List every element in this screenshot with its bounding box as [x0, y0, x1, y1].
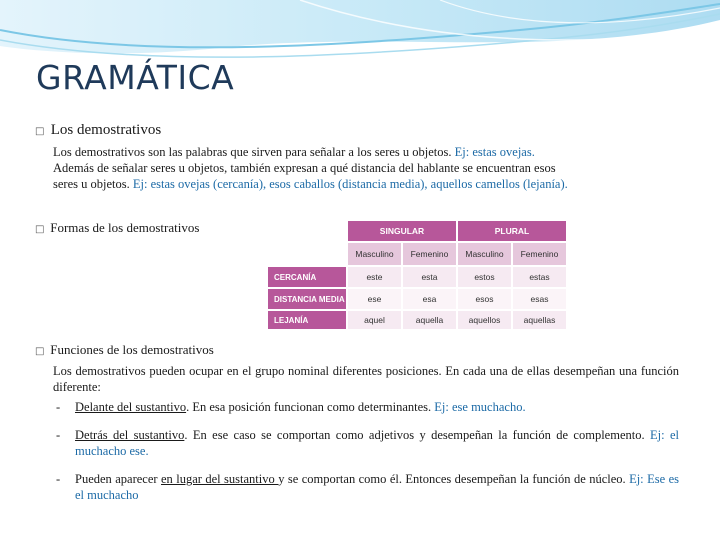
list-dash: -: [56, 472, 61, 486]
section-heading-formas: [35, 220, 199, 236]
list-item-text: y se comportan como él. Entonces desempeñan la función de núcleo.: [278, 472, 630, 486]
definition-paragraph: [53, 144, 679, 192]
list-item-text: Pueden aparecer: [75, 472, 161, 486]
definition-line-3: seres u objetos.: [53, 177, 130, 191]
list-item-text: . En esa posición funcionan como determinantes.: [186, 400, 435, 414]
page-title: GRAMÁTICA: [36, 58, 235, 97]
example-text: Ej: ese muchacho.: [434, 400, 526, 414]
table-cell: esa: [403, 289, 456, 309]
table-subheader-masc: Masculino: [458, 243, 511, 265]
table-subheader-fem: Femenino: [403, 243, 456, 265]
example-text: Ej: estas ovejas.: [454, 145, 535, 159]
table-subheader-fem: Femenino: [513, 243, 566, 265]
list-dash: -: [56, 428, 61, 442]
table-cell: esas: [513, 289, 566, 309]
table-cell: aquel: [348, 311, 401, 329]
section-heading-funciones: [35, 342, 214, 358]
underlined-term: Delante del sustantivo: [75, 400, 187, 414]
table-cell: aquellas: [513, 311, 566, 329]
underlined-term: Detrás del sustantivo: [75, 428, 185, 442]
list-item-text: . En ese caso se comportan como adjetivos y desempeñan la función de complemento.: [184, 428, 650, 442]
example-text: Ej: Ese es el muchacho: [75, 472, 679, 502]
table-cell: este: [348, 267, 401, 287]
table-header-plural: PLURAL: [458, 221, 566, 241]
checkbox-bullet-icon: □: [35, 224, 45, 235]
checkbox-bullet-icon: □: [35, 126, 45, 137]
checkbox-bullet-icon: □: [35, 346, 45, 357]
functions-intro: Los demostrativos pueden ocupar en el grupo nominal diferentes posiciones. En cada una de ellas desempeñan una función diferente:: [53, 364, 679, 394]
section-heading-label: Funciones de los demostrativos: [50, 342, 214, 357]
underlined-term: en lugar del sustantivo: [161, 472, 279, 486]
table-subheader-masc: Masculino: [348, 243, 401, 265]
section-heading-label: Los demostrativos: [50, 122, 162, 138]
definition-line-2: Además de señalar seres u objetos, también expresan a qué distancia del hablante se encuentran esos: [53, 161, 556, 175]
section-heading-label: Formas de los demostrativos: [50, 220, 200, 235]
table-cell: aquella: [403, 311, 456, 329]
example-text: Ej: el muchacho ese.: [75, 428, 679, 458]
definition-line-1: Los demostrativos son las palabras que sirven para señalar a los seres u objetos.: [53, 145, 452, 159]
table-row-label: CERCANÍA: [268, 267, 346, 287]
example-text: Ej: estas ovejas (cercanía), esos caballos (distancia media), aquellos camellos (lejanía).: [132, 177, 568, 191]
section-heading-demostrativos: [35, 122, 161, 139]
list-dash: -: [56, 400, 61, 414]
table-header-singular: SINGULAR: [348, 221, 456, 241]
table-cell: esta: [403, 267, 456, 287]
table-row-label: LEJANÍA: [268, 311, 346, 329]
table-cell: estos: [458, 267, 511, 287]
table-row-label: DISTANCIA MEDIA: [268, 289, 346, 309]
table-cell: esos: [458, 289, 511, 309]
table-cell: ese: [348, 289, 401, 309]
table-cell: estas: [513, 267, 566, 287]
table-cell: aquellos: [458, 311, 511, 329]
